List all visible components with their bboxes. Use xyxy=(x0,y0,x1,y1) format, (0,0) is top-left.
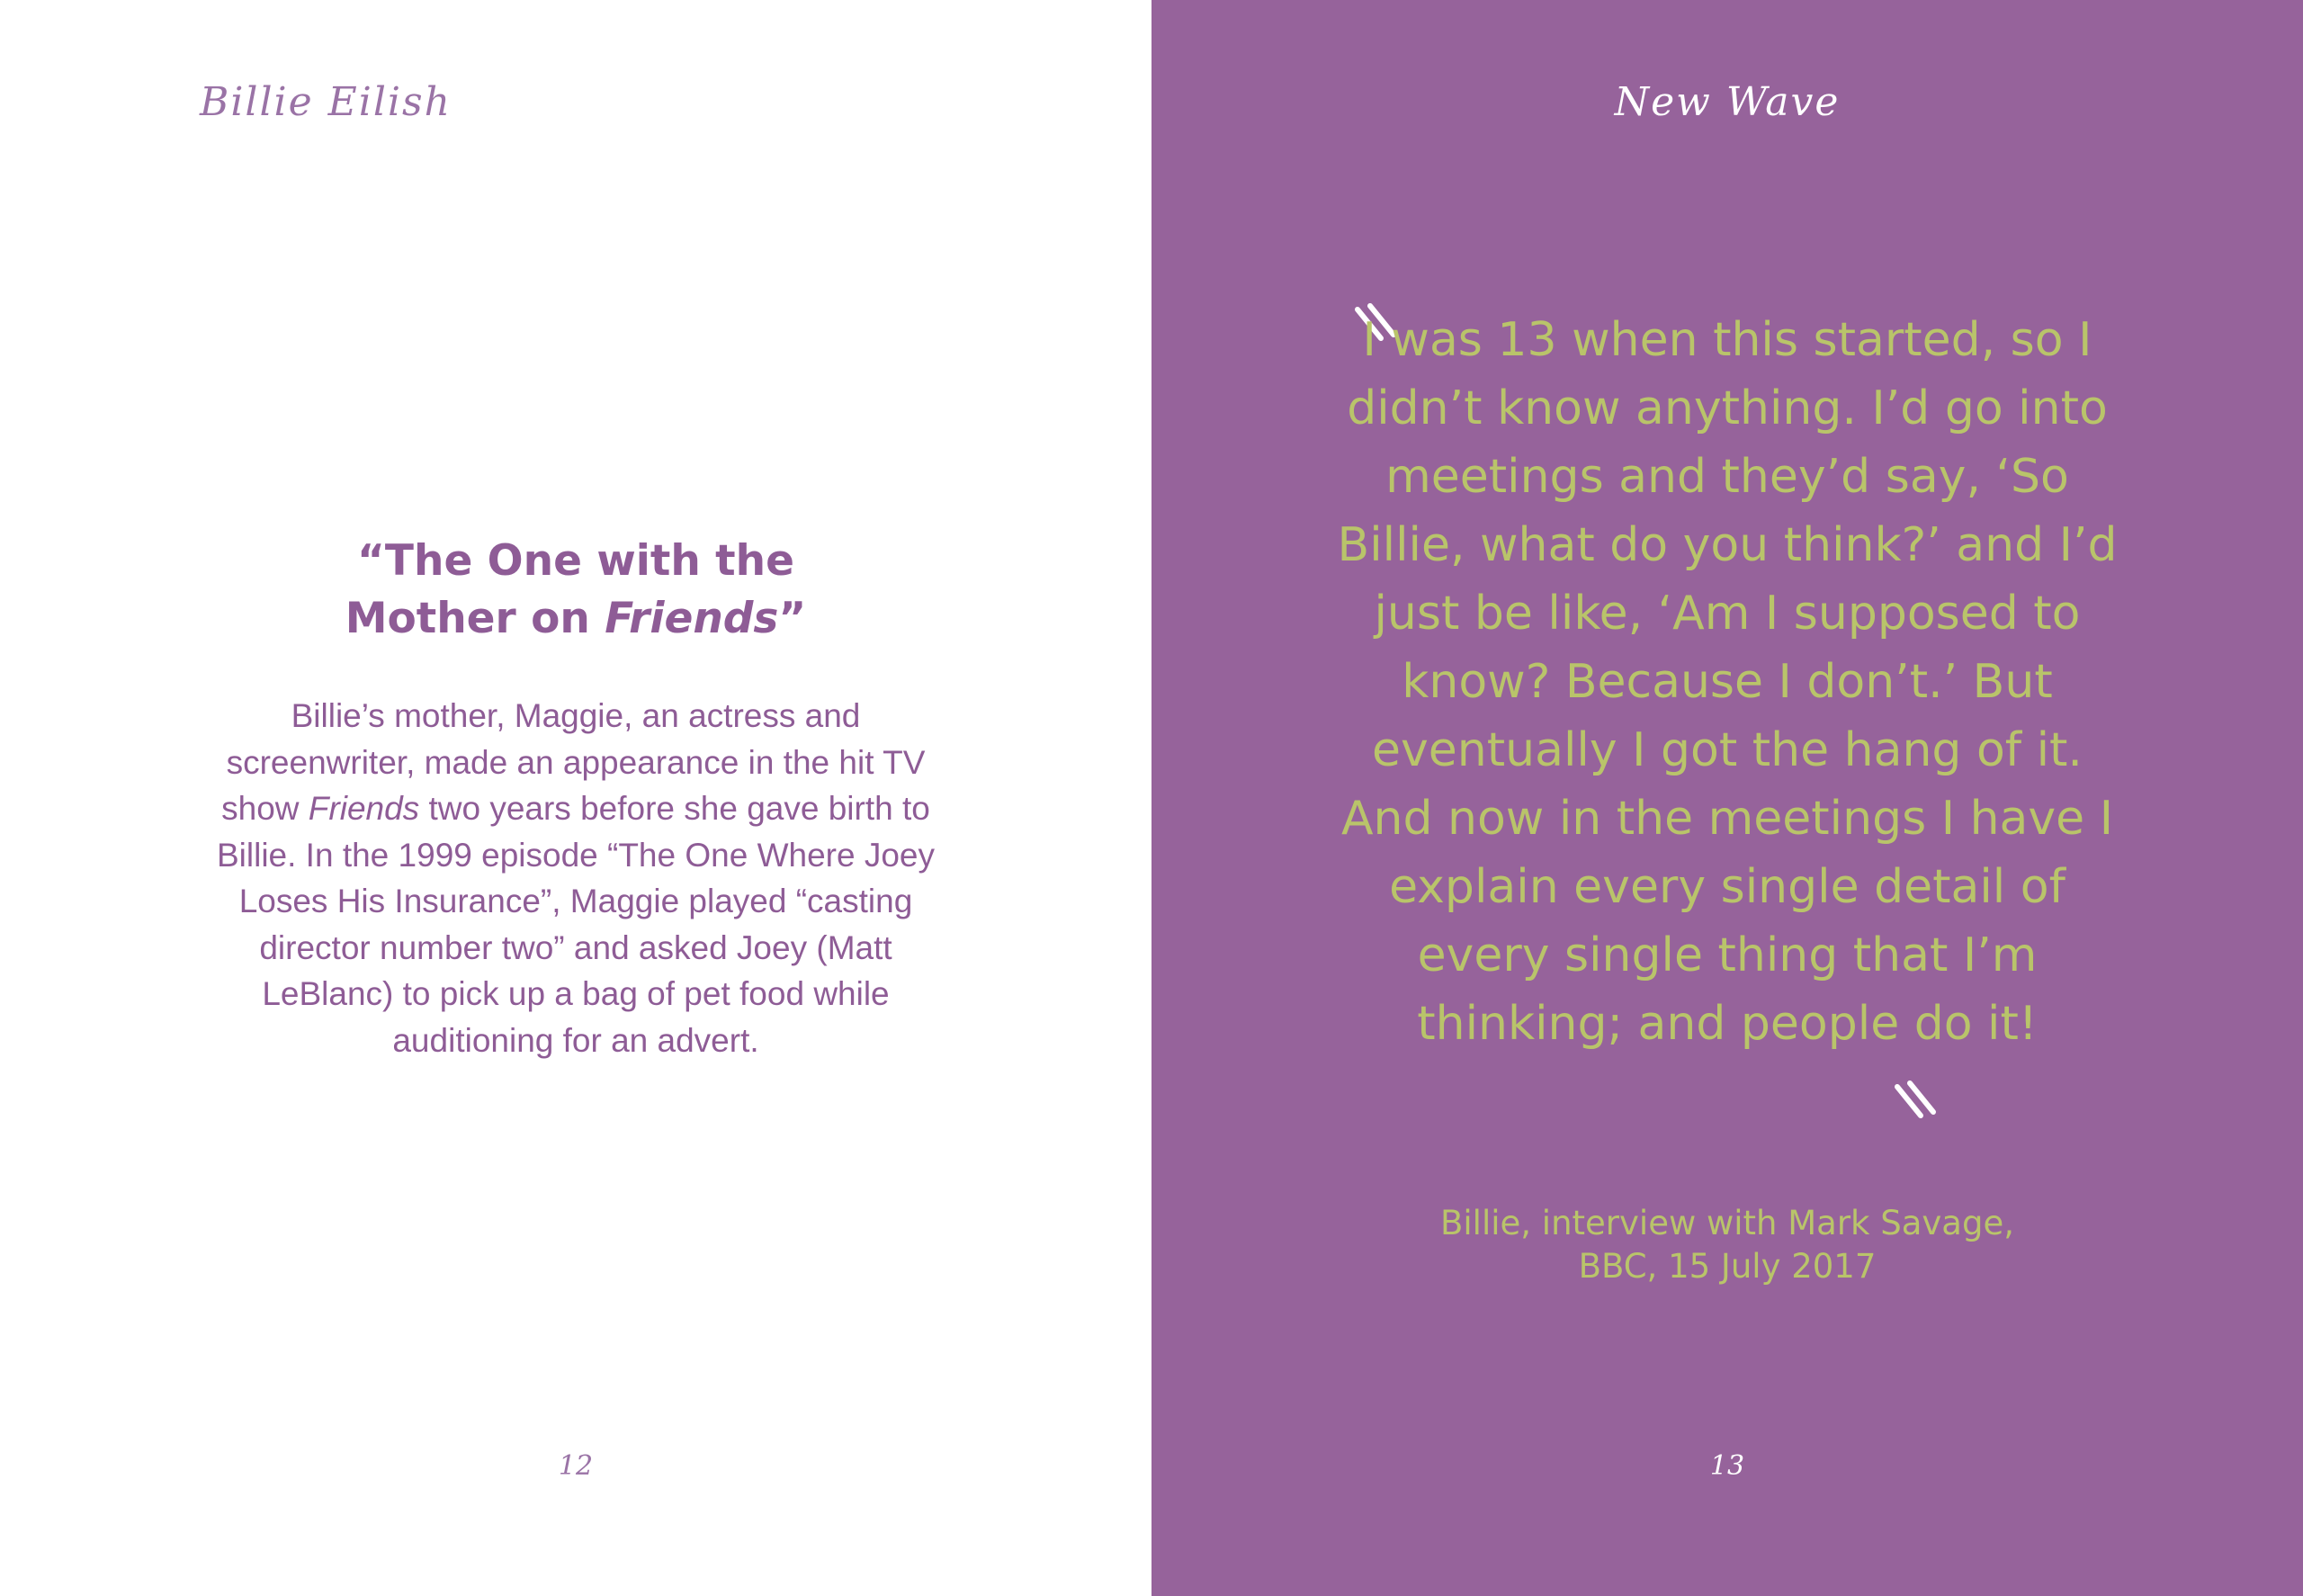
heading-line-2-suffix: ” xyxy=(778,594,807,643)
body-text-part-2: two years before she gave birth to Billie. In the 1999 episode “The One Where Joey Loses His Insurance”, Maggie played “casting director number two” and asked Joey (Matt LeBlanc) to pick up a bag of pet food while auditioning for an advert. xyxy=(216,790,935,1059)
page-number-left: 12 xyxy=(558,1450,594,1482)
running-head-right: New Wave xyxy=(1614,79,1841,125)
body-text-part-1: Billie’s mother, Maggie, an actress and screenwriter, made an appearance in the hit TV show xyxy=(221,697,926,827)
running-head-left: Billie Eilish xyxy=(200,79,452,125)
heading-line-2-prefix: Mother on xyxy=(345,594,605,643)
heading-line-1: “The One with the xyxy=(357,536,794,586)
attribution-line-2: BBC, 15 July 2017 xyxy=(1578,1247,1877,1286)
pull-quote: I was 13 when this started, so I didn’t know anything. I’d go into meetings and they’d say, ‘So Billie, what do you think?’ and I’d just be like, ‘Am I supposed to know? Because I don’t.’ But eventually I got the hang of it. And now in the meetings I have I explain every single detail of every single thing that I’m thinking; and people do it! xyxy=(1337,313,2118,1051)
attribution-line-1: Billie, interview with Mark Savage, xyxy=(1440,1204,2014,1242)
section-heading xyxy=(0,533,1152,648)
quote-attribution xyxy=(1152,1202,2303,1288)
body-paragraph xyxy=(198,693,954,1063)
page-number-right: 13 xyxy=(1709,1450,1745,1482)
close-quote-mark-icon xyxy=(1894,1080,1948,1125)
heading-line-2-italic: Friends xyxy=(605,594,779,643)
body-text-italic: Friends xyxy=(308,790,420,827)
